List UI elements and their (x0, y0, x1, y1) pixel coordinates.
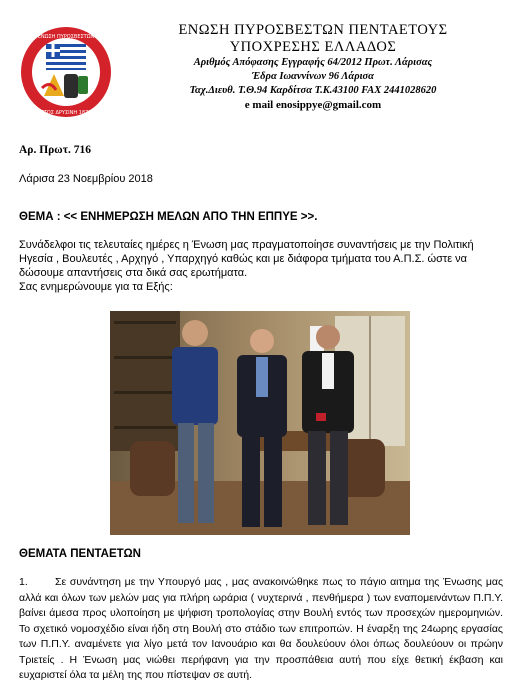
seat-line: Έδρα Ιωαννίνων 96 Λάρισα (252, 71, 374, 82)
org-name-line2: ΥΠΟΧΡΕΣΗΣ ΕΛΛΑΔΟΣ (229, 39, 397, 55)
email-line: e mail enosippye@gmail.com (244, 99, 382, 111)
item-number: 1. (19, 576, 28, 588)
union-logo (20, 26, 112, 118)
intro-text (19, 238, 499, 294)
meeting-photo (110, 311, 410, 535)
item-text: Σε συνάντηση με την Υπουργό μας , μας ανακοινώθηκε πως το πάγιο αιτημα της Ένωσης μας αλλά και όλων των μελών μας για πλήρη ωράρια ( νυχτερινά , πενθήμερα ) των εναπομεινάντων Π.Π.Υ. βαίνει άμεσα προς υλοποίηση με ψήφιση τροπολογίας στην Βουλή εντός των προσεχών ημερομηνιών. Το σχετικό νομοσχέδιο είναι ήδη στη Βουλή στο στάδιο των επιτροπών. Η έναρξη της 24ωρης εργασίας των Π.Π.Υ. αναμένετε για λίγο μετά τον Ιανουάριο και θα δουλεύουν όλοι όπως δουλεύουν οι πρώην Τριετείς . Η Ένωση μας νιώθει περήφανη για την προσπάθεια αυτή που είχε θετική έκβαση και ευχαριστεί όλα τα μέλη της που πίστεψαν σε αυτή. (19, 576, 503, 681)
list-item (19, 575, 503, 684)
intro-paragraph: Συνάδελφοι τις τελευταίες ημέρες η Ένωση μας πραγματοποίησε συναντήσεις με την Πολιτική Ηγεσία , Βουλευτές , Αρχηγό , Υπαρχηγό καθώς και με διάφορα τμήματα του Α.Π.Σ. ώστε να δώσουμε απαντήσεις στα δικά σας ερωτήματα. (19, 239, 474, 279)
letterhead (128, 22, 498, 113)
svg-text:ΣΤΟΣ ΔΡΥΣΙΝΗ 1871: ΣΤΟΣ ΔΡΥΣΙΝΗ 1871 (40, 110, 92, 116)
letter-date: Λάρισα 23 Νοεμβρίου 2018 (19, 173, 153, 185)
svg-text:ΕΝΩΣΗ ΠΥΡΟΣΒΕΣΤΩΝ: ΕΝΩΣΗ ΠΥΡΟΣΒΕΣΤΩΝ (37, 34, 95, 40)
protocol-number: Αρ. Πρωτ. 716 (19, 144, 92, 156)
org-name-line1: ΕΝΩΣΗ ΠΥΡΟΣΒΕΣΤΩΝ ΠΕΝΤΑΕΤΟΥΣ (178, 22, 448, 38)
letter-subject: ΘΕΜΑ : << ΕΝΗΜΕΡΩΣΗ ΜΕΛΩΝ ΑΠΟ ΤΗΝ ΕΠΠΥΕ >>. (19, 211, 318, 223)
registration-line: Αριθμός Απόφασης Εγγραφής 64/2012 Πρωτ. Λάρισας (193, 57, 433, 68)
address-line: Ταχ.Διευθ. Τ.Θ.94 Καρδίτσα Τ.Κ.43100 FAX 2441028620 (189, 85, 437, 96)
section-title: ΘΕΜΑΤΑ ΠΕΝΤΑΕΤΩΝ (19, 548, 141, 560)
intro-paragraph-2: Σας ενημερώνουμε για τα Εξής: (19, 281, 173, 293)
